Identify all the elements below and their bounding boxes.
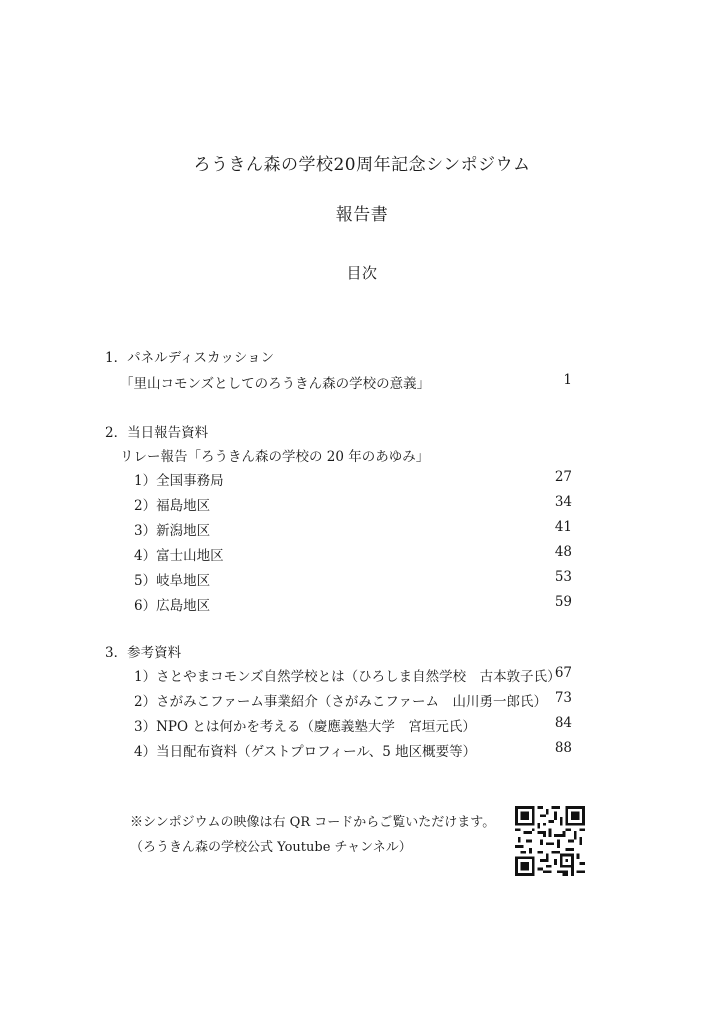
toc-entry-label: 1）全国事務局 [134, 473, 224, 489]
section-number: 2． [105, 425, 128, 441]
toc-entry-page: 59 [554, 594, 572, 610]
toc-entry-label: 「里山コモンズとしてのろうきん森の学校の意義」 [120, 376, 431, 392]
toc-entry-label: 2）さがみこファーム事業紹介（さがみこファーム 山川勇一郎氏） [134, 694, 548, 710]
section-2-heading [105, 421, 208, 441]
toc-entry-label: 1）さとやまコモンズ自然学校とは（ひろしま自然学校 古本敦子氏） [134, 669, 561, 685]
toc-entry-page: 67 [554, 665, 572, 681]
qr-code-icon[interactable] [515, 806, 585, 876]
section-title: パネルディスカッション [127, 350, 275, 366]
document-title: ろうきん森の学校20周年記念シンポジウム [193, 155, 531, 175]
toc-entry-page: 84 [554, 715, 572, 731]
section-title: 当日報告資料 [127, 425, 209, 441]
toc-entry-label: 3）NPO とは何かを考える（慶應義塾大学 宮垣元氏） [134, 719, 476, 735]
video-note: ※シンポジウムの映像は右 QR コードからご覧いただけます。 [130, 815, 496, 830]
toc-entry-label: 4）当日配布資料（ゲストプロフィール、5 地区概要等） [134, 744, 477, 760]
toc-entry-page: 73 [554, 690, 572, 706]
toc-entry-label: 5）岐阜地区 [134, 573, 211, 589]
toc-heading: 目次 [346, 264, 378, 282]
toc-entry-page: 53 [554, 569, 572, 585]
toc-entry-label: 6）広島地区 [134, 598, 211, 614]
section-3-heading [105, 641, 181, 661]
section-1-heading [105, 346, 274, 366]
document-subtitle: 報告書 [335, 205, 389, 225]
toc-entry-page: 41 [554, 519, 572, 535]
toc-entry-page: 1 [563, 372, 572, 388]
relay-report-intro: リレー報告「ろうきん森の学校の 20 年のあゆみ」 [120, 449, 430, 465]
toc-entry-page: 27 [554, 469, 572, 485]
toc-entry-label: 3）新潟地区 [134, 523, 211, 539]
video-channel-note: （ろうきん森の学校公式 Youtube チャンネル） [130, 840, 412, 855]
toc-entry-page: 88 [554, 740, 572, 756]
toc-entry-label: 4）富士山地区 [134, 548, 224, 564]
toc-entry-page: 48 [554, 544, 572, 560]
section-number: 3． [105, 645, 128, 661]
toc-entry-label: 2）福島地区 [134, 498, 211, 514]
section-number: 1． [105, 350, 128, 366]
section-title: 参考資料 [127, 645, 182, 661]
toc-entry-page: 34 [554, 494, 572, 510]
